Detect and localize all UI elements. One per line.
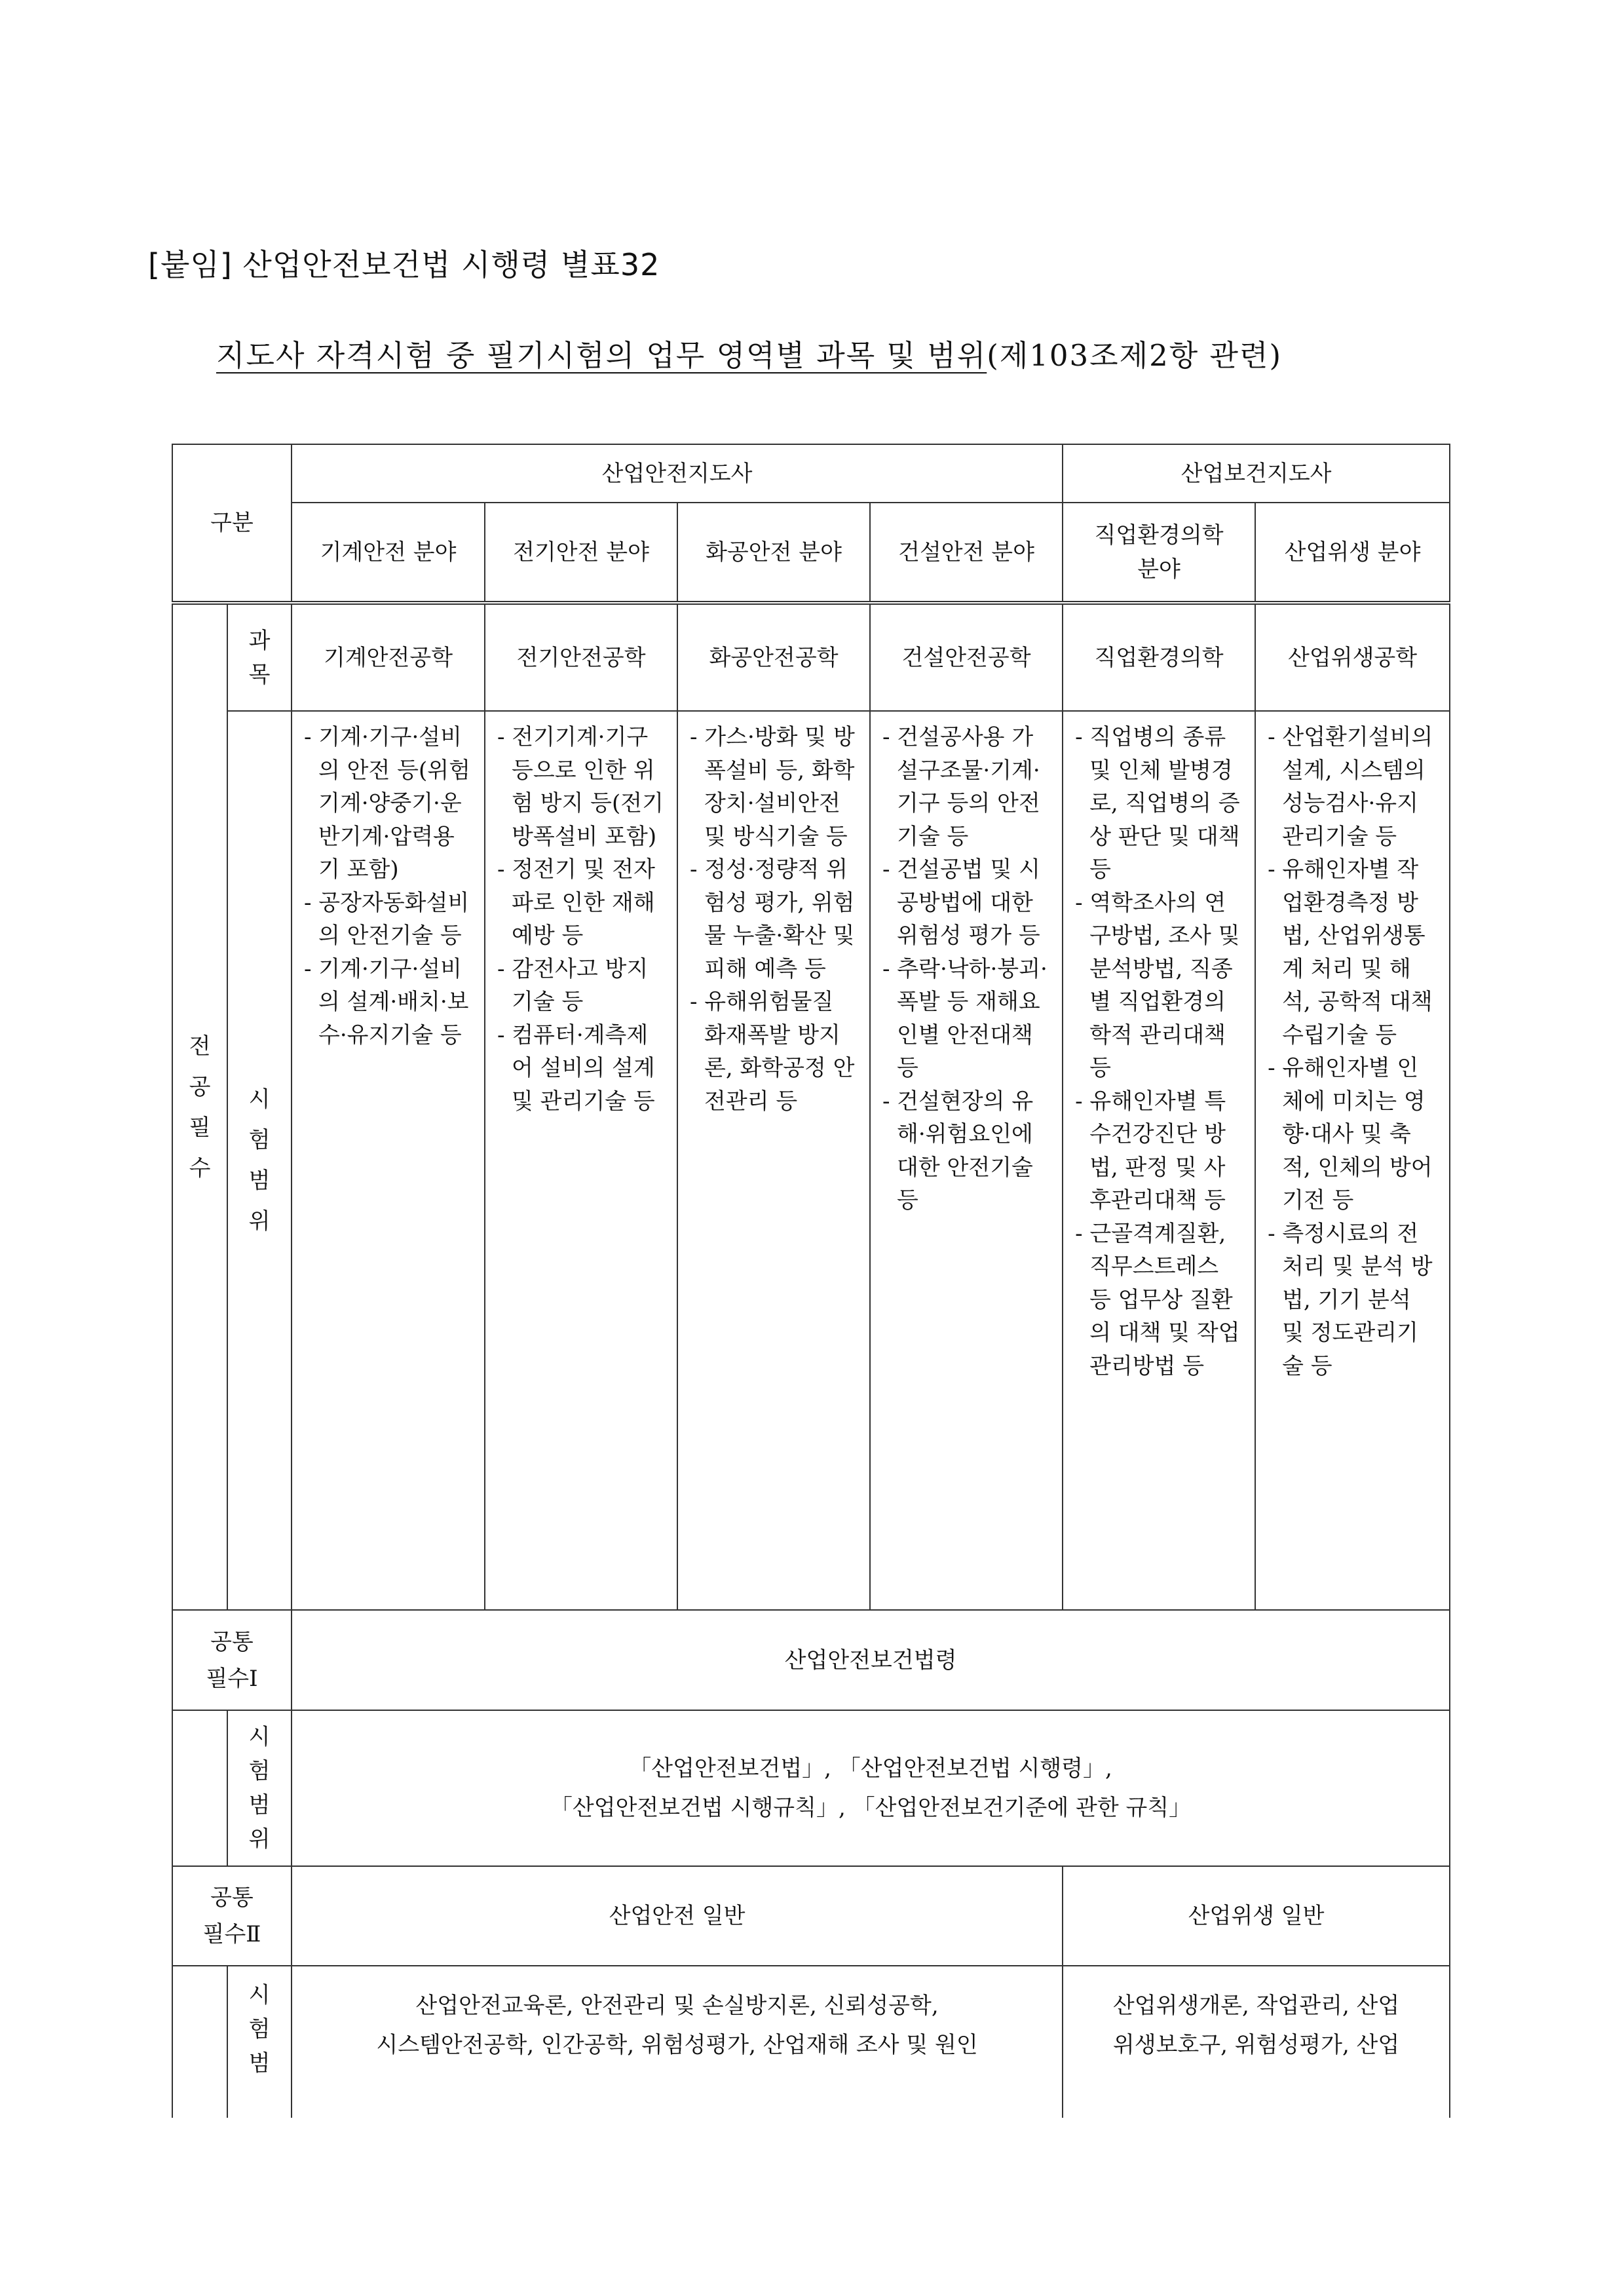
scope-item: - 정성·정량적 위험성 평가, 위험물 누출·확산 및 피해 예측 등 <box>690 856 855 982</box>
scope-item: - 정전기 및 전자파로 인한 재해예방 등 <box>497 856 655 949</box>
document-title-ref: (제103조제2항 관련) <box>987 338 1283 373</box>
common1-scope-label: 시험범위 <box>227 1710 292 1866</box>
header-group-safety: 산업안전지도사 <box>292 444 1063 503</box>
header-gubun: 구분 <box>172 444 292 603</box>
common1-subject: 산업안전보건법령 <box>292 1610 1450 1710</box>
field-header: 전기안전 분야 <box>485 503 677 603</box>
document-title <box>216 332 1282 374</box>
scope-item: - 역학조사의 연구방법, 조사 및 분석방법, 직종별 직업환경의학적 관리대책 등 <box>1075 889 1240 1081</box>
common2-safety-scope <box>292 1966 1063 2118</box>
field-header: 화공안전 분야 <box>677 503 870 603</box>
subject-cell: 산업위생공학 <box>1255 603 1450 711</box>
scope-item: - 근골격계질환, 직무스트레스 등 업무상 질환의 대책 및 작업관리방법 등 <box>1075 1220 1240 1379</box>
scope-item: - 전기기계·기구 등으로 인한 위험 방지 등(전기방폭설비 포함) <box>497 724 664 850</box>
common2-label <box>172 1866 292 1966</box>
common2-health-subject: 산업위생 일반 <box>1063 1866 1450 1966</box>
scope-item: - 건설공사용 가설구조물·기계·기구 등의 안전기술 등 <box>882 724 1040 850</box>
scope-item: - 유해위험물질 화재폭발 방지론, 화학공정 안전관리 등 <box>690 989 855 1115</box>
common2-safety-scope-line: 산업안전교육론, 안전관리 및 손실방지론, 신뢰성공학, <box>415 1993 939 2019</box>
common2-health-scope <box>1063 1966 1450 2118</box>
scope-item: - 유해인자별 특수건강진단 방법, 판정 및 사후관리대책 등 <box>1075 1088 1226 1214</box>
subject-cell: 건설안전공학 <box>870 603 1063 711</box>
scope-cell-machine <box>292 711 485 1610</box>
scope-item: - 공장자동화설비의 안전기술 등 <box>304 889 470 949</box>
common2-label-bottom: 필수Ⅱ <box>202 1921 261 1947</box>
scope-item: - 추락·낙하·붕괴·폭발 등 재해요인별 안전대책 등 <box>882 955 1048 1081</box>
scope-item: - 기계·기구·설비의 설계·배치·보수·유지기술 등 <box>304 955 469 1048</box>
common2-health-scope-line: 산업위생개론, 작업관리, 산업 <box>1112 1993 1400 2019</box>
header-group-health: 산업보건지도사 <box>1063 444 1450 503</box>
subject-cell: 기계안전공학 <box>292 603 485 711</box>
common2-health-scope-line: 위생보호구, 위험성평가, 산업 <box>1112 2032 1400 2058</box>
field-header: 기계안전 분야 <box>292 503 485 603</box>
scope-item: - 측정시료의 전처리 및 분석 방법, 기기 분석 및 정도관리기술 등 <box>1268 1220 1433 1379</box>
scope-label: 시험범위 <box>227 711 292 1610</box>
scope-item: - 컴퓨터·계측제어 설비의 설계 및 관리기술 등 <box>497 1022 655 1115</box>
scope-cell-occupational-medicine <box>1063 711 1255 1610</box>
subject-cell: 화공안전공학 <box>677 603 870 711</box>
scope-cell-chemical <box>677 711 870 1610</box>
common1-label-bottom: 필수Ⅰ <box>206 1665 258 1692</box>
common1-scope-line: 「산업안전보건법 시행규칙」, 「산업안전보건기준에 관한 규칙」 <box>550 1795 1192 1821</box>
scope-cell-electric <box>485 711 677 1610</box>
attachment-heading: [붙임] 산업안전보건법 시행령 별표32 <box>148 247 660 282</box>
scope-cell-industrial-hygiene <box>1255 711 1450 1610</box>
common1-scope-line: 「산업안전보건법」, 「산업안전보건법 시행령」, <box>629 1755 1112 1782</box>
field-header: 산업위생 분야 <box>1255 503 1450 603</box>
scope-item: - 산업환기설비의 설계, 시스템의 성능검사·유지관리기술 등 <box>1268 724 1433 850</box>
field-header: 직업환경의학 분야 <box>1063 503 1255 603</box>
scope-item: - 유해인자별 인체에 미치는 영향·대사 및 축적, 인체의 방어기전 등 <box>1268 1055 1433 1214</box>
exam-subject-table <box>172 444 1450 2118</box>
scope-item: - 건설현장의 유해·위험요인에 대한 안전기술 등 <box>882 1088 1034 1214</box>
scope-cell-construction <box>870 711 1063 1610</box>
scope-item: - 감전사고 방지기술 등 <box>497 955 649 1015</box>
common1-label-top: 공통 <box>210 1628 254 1655</box>
common1-spacer <box>172 1710 227 1866</box>
common2-scope-label: 시험범 <box>227 1966 292 2118</box>
scope-item: - 직업병의 종류 및 인체 발병경로, 직업병의 증상 판단 및 대책 등 <box>1075 724 1240 883</box>
subject-label: 과목 <box>227 603 292 711</box>
common2-label-top: 공통 <box>210 1885 254 1911</box>
common1-label <box>172 1610 292 1710</box>
major-required-label: 전공필수 <box>172 603 227 1610</box>
common2-safety-scope-line: 시스템안전공학, 인간공학, 위험성평가, 산업재해 조사 및 원인 <box>376 2032 978 2058</box>
common2-safety-subject: 산업안전 일반 <box>292 1866 1063 1966</box>
subject-cell: 직업환경의학 <box>1063 603 1255 711</box>
document-title-main: 지도사 자격시험 중 필기시험의 업무 영역별 과목 및 범위 <box>216 338 987 373</box>
field-header: 건설안전 분야 <box>870 503 1063 603</box>
common2-spacer <box>172 1966 227 2118</box>
common1-scope <box>292 1710 1450 1866</box>
scope-item: - 건설공법 및 시공방법에 대한 위험성 평가 등 <box>882 856 1040 949</box>
subject-cell: 전기안전공학 <box>485 603 677 711</box>
scope-item: - 유해인자별 작업환경측정 방법, 산업위생통계 처리 및 해석, 공학적 대책 수립기술 등 <box>1268 856 1433 1048</box>
scope-item: - 기계·기구·설비의 안전 등(위험기계·양중기·운반기계·압력용기 포함) <box>304 724 470 883</box>
scope-item: - 가스·방화 및 방폭설비 등, 화학장치·설비안전 및 방식기술 등 <box>690 724 855 850</box>
